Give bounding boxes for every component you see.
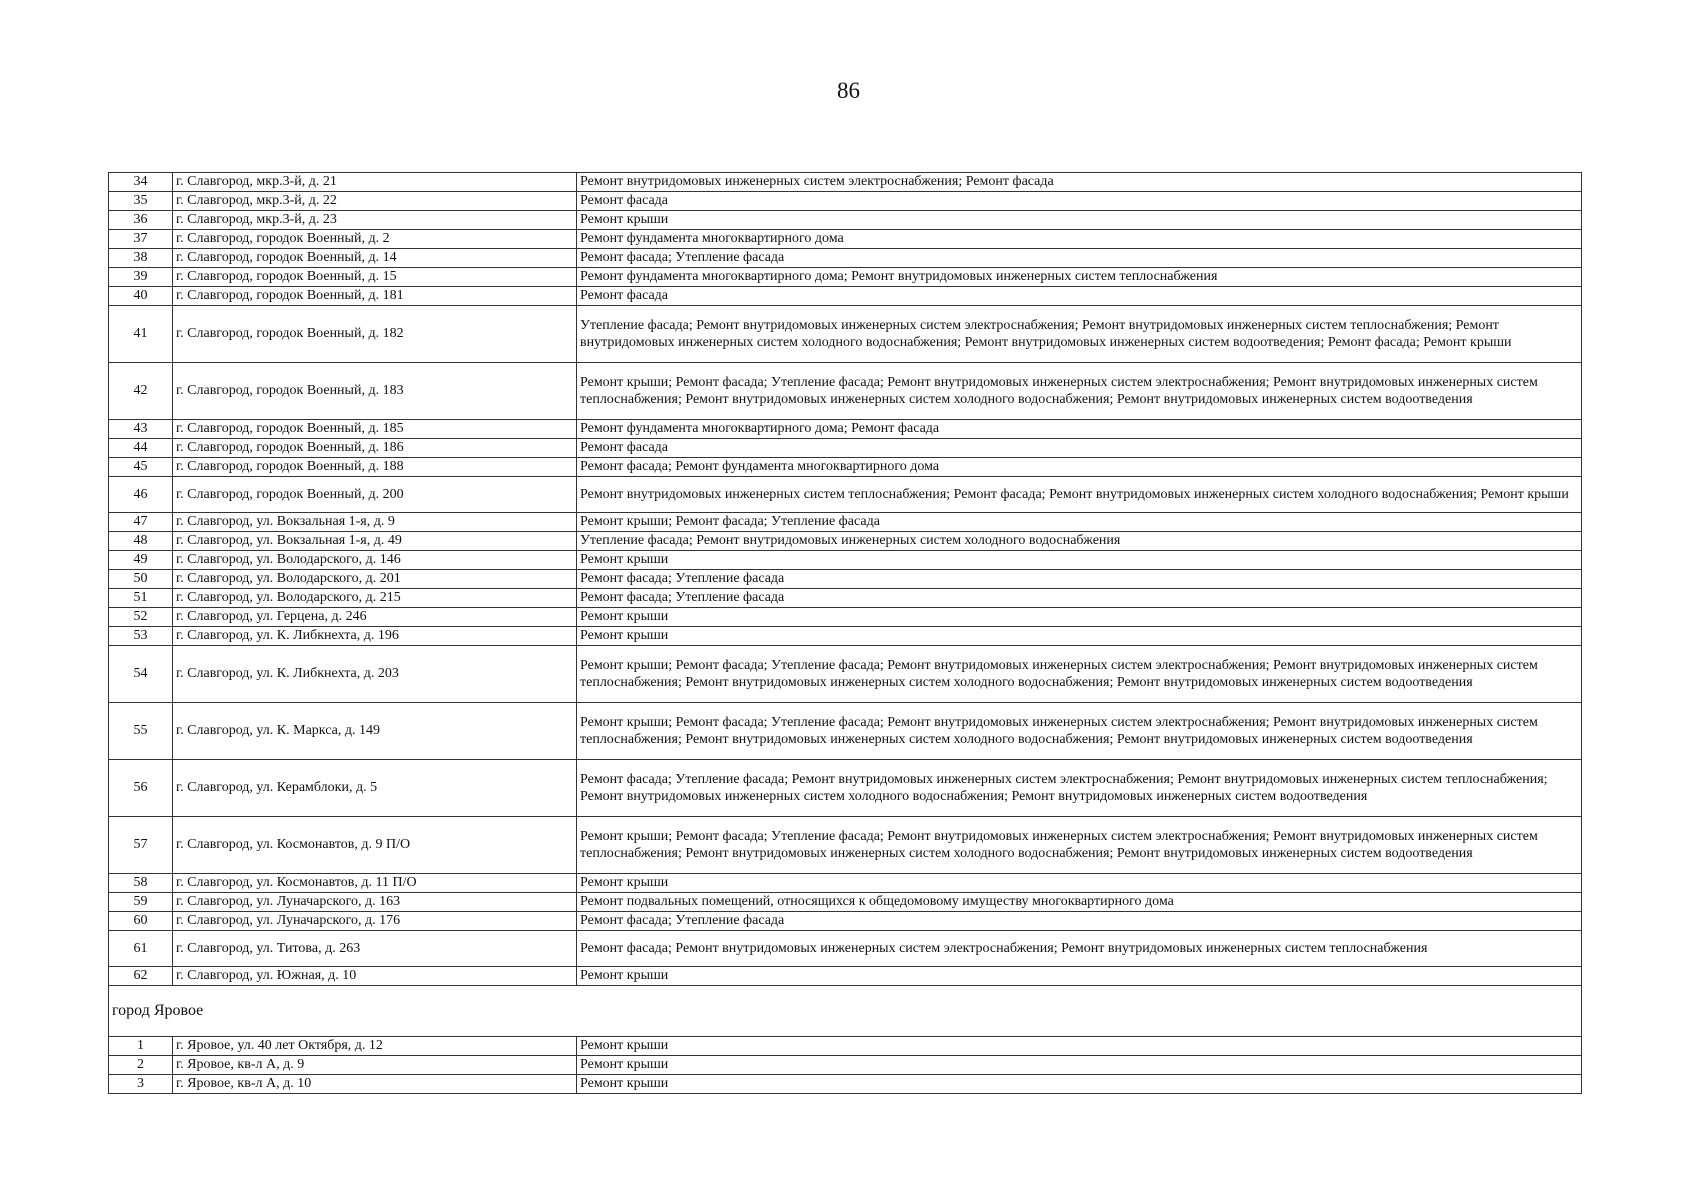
row-number: 51 bbox=[109, 589, 173, 608]
row-address: г. Славгород, ул. Луначарского, д. 163 bbox=[173, 893, 577, 912]
row-address: г. Славгород, городок Военный, д. 186 bbox=[173, 439, 577, 458]
row-address: г. Славгород, городок Военный, д. 200 bbox=[173, 477, 577, 513]
table-row bbox=[109, 439, 1582, 458]
row-address: г. Славгород, городок Военный, д. 185 bbox=[173, 420, 577, 439]
row-works: Ремонт крыши bbox=[577, 1056, 1582, 1075]
row-works: Ремонт крыши; Ремонт фасада; Утепление фасада; Ремонт внутридомовых инженерных систем электроснабжения; Ремонт внутридомовых инженерных систем теплоснабжения; Ремонт внутридомовых инженерных систем холодного водоснабжения; Ремонт внутридомовых инженерных систем водоотведения bbox=[577, 703, 1582, 760]
row-works: Ремонт фундамента многоквартирного дома; Ремонт фасада bbox=[577, 420, 1582, 439]
table-row bbox=[109, 1075, 1582, 1094]
section-title-yarovoe: город Яровое bbox=[109, 986, 1582, 1037]
row-number: 53 bbox=[109, 627, 173, 646]
table-row bbox=[109, 760, 1582, 817]
row-works: Ремонт фасада bbox=[577, 439, 1582, 458]
row-address: г. Славгород, ул. Володарского, д. 215 bbox=[173, 589, 577, 608]
row-works: Ремонт крыши bbox=[577, 551, 1582, 570]
row-works: Ремонт крыши bbox=[577, 1037, 1582, 1056]
row-address: г. Славгород, мкр.3-й, д. 21 bbox=[173, 173, 577, 192]
row-works: Ремонт внутридомовых инженерных систем теплоснабжения; Ремонт фасада; Ремонт внутридомовых инженерных систем холодного водоснабжения; Ремонт крыши bbox=[577, 477, 1582, 513]
row-works: Ремонт внутридомовых инженерных систем электроснабжения; Ремонт фасада bbox=[577, 173, 1582, 192]
row-works: Утепление фасада; Ремонт внутридомовых инженерных систем электроснабжения; Ремонт внутридомовых инженерных систем теплоснабжения; Ремонт внутридомовых инженерных систем холодного водоснабжения; Ремонт внутридомовых инженерных систем водоотведения; Ремонт фасада; Ремонт крыши bbox=[577, 306, 1582, 363]
row-address: г. Славгород, ул. Луначарского, д. 176 bbox=[173, 912, 577, 931]
row-number: 38 bbox=[109, 249, 173, 268]
table-row bbox=[109, 458, 1582, 477]
row-number: 50 bbox=[109, 570, 173, 589]
row-address: г. Славгород, мкр.3-й, д. 22 bbox=[173, 192, 577, 211]
table-row bbox=[109, 931, 1582, 967]
row-number: 1 bbox=[109, 1037, 173, 1056]
table-row bbox=[109, 967, 1582, 986]
row-number: 36 bbox=[109, 211, 173, 230]
row-works: Ремонт крыши; Ремонт фасада; Утепление фасада; Ремонт внутридомовых инженерных систем электроснабжения; Ремонт внутридомовых инженерных систем теплоснабжения; Ремонт внутридомовых инженерных систем холодного водоснабжения; Ремонт внутридомовых инженерных систем водоотведения bbox=[577, 817, 1582, 874]
table-row bbox=[109, 211, 1582, 230]
row-address: г. Славгород, ул. К. Маркса, д. 149 bbox=[173, 703, 577, 760]
row-address: г. Яровое, кв-л А, д. 9 bbox=[173, 1056, 577, 1075]
table-row bbox=[109, 249, 1582, 268]
table-row bbox=[109, 477, 1582, 513]
row-works: Ремонт фасада; Утепление фасада bbox=[577, 249, 1582, 268]
row-number: 44 bbox=[109, 439, 173, 458]
row-works: Ремонт крыши bbox=[577, 608, 1582, 627]
table-row bbox=[109, 230, 1582, 249]
row-works: Ремонт крыши; Ремонт фасада; Утепление фасада; Ремонт внутридомовых инженерных систем электроснабжения; Ремонт внутридомовых инженерных систем теплоснабжения; Ремонт внутридомовых инженерных систем холодного водоснабжения; Ремонт внутридомовых инженерных систем водоотведения bbox=[577, 646, 1582, 703]
table-row bbox=[109, 646, 1582, 703]
row-number: 43 bbox=[109, 420, 173, 439]
row-number: 56 bbox=[109, 760, 173, 817]
row-address: г. Славгород, ул. Южная, д. 10 bbox=[173, 967, 577, 986]
row-works: Ремонт фасада bbox=[577, 192, 1582, 211]
row-address: г. Славгород, ул. Володарского, д. 146 bbox=[173, 551, 577, 570]
table-row bbox=[109, 893, 1582, 912]
row-works: Ремонт фундамента многоквартирного дома bbox=[577, 230, 1582, 249]
row-number: 45 bbox=[109, 458, 173, 477]
row-works: Ремонт фасада; Утепление фасада bbox=[577, 589, 1582, 608]
row-address: г. Славгород, городок Военный, д. 188 bbox=[173, 458, 577, 477]
table-row bbox=[109, 912, 1582, 931]
row-works: Ремонт крыши bbox=[577, 627, 1582, 646]
row-address: г. Славгород, ул. Керамблоки, д. 5 bbox=[173, 760, 577, 817]
row-number: 54 bbox=[109, 646, 173, 703]
table-row bbox=[109, 363, 1582, 420]
table-row bbox=[109, 306, 1582, 363]
row-works: Утепление фасада; Ремонт внутридомовых инженерных систем холодного водоснабжения bbox=[577, 532, 1582, 551]
table-row bbox=[109, 627, 1582, 646]
row-address: г. Славгород, городок Военный, д. 15 bbox=[173, 268, 577, 287]
row-number: 58 bbox=[109, 874, 173, 893]
table-row bbox=[109, 287, 1582, 306]
row-works: Ремонт фасада bbox=[577, 287, 1582, 306]
row-number: 46 bbox=[109, 477, 173, 513]
table-row bbox=[109, 817, 1582, 874]
table-body bbox=[109, 173, 1582, 1094]
repair-registry-table bbox=[108, 172, 1582, 1094]
row-address: г. Славгород, городок Военный, д. 182 bbox=[173, 306, 577, 363]
row-address: г. Славгород, мкр.3-й, д. 23 bbox=[173, 211, 577, 230]
table-row bbox=[109, 192, 1582, 211]
row-number: 49 bbox=[109, 551, 173, 570]
row-address: г. Славгород, городок Военный, д. 2 bbox=[173, 230, 577, 249]
table-row bbox=[109, 532, 1582, 551]
table-row bbox=[109, 1056, 1582, 1075]
table-row bbox=[109, 570, 1582, 589]
row-address: г. Славгород, ул. Володарского, д. 201 bbox=[173, 570, 577, 589]
table-row bbox=[109, 703, 1582, 760]
row-works: Ремонт крыши bbox=[577, 211, 1582, 230]
row-number: 61 bbox=[109, 931, 173, 967]
row-works: Ремонт крыши bbox=[577, 1075, 1582, 1094]
row-number: 41 bbox=[109, 306, 173, 363]
section-row bbox=[109, 986, 1582, 1037]
row-number: 2 bbox=[109, 1056, 173, 1075]
row-works: Ремонт крыши bbox=[577, 874, 1582, 893]
row-address: г. Славгород, ул. Космонавтов, д. 9 П/О bbox=[173, 817, 577, 874]
row-number: 42 bbox=[109, 363, 173, 420]
row-number: 3 bbox=[109, 1075, 173, 1094]
table-row bbox=[109, 420, 1582, 439]
row-address: г. Славгород, ул. К. Либкнехта, д. 203 bbox=[173, 646, 577, 703]
table-row bbox=[109, 173, 1582, 192]
row-address: г. Славгород, городок Военный, д. 14 bbox=[173, 249, 577, 268]
row-number: 55 bbox=[109, 703, 173, 760]
row-number: 34 bbox=[109, 173, 173, 192]
row-number: 39 bbox=[109, 268, 173, 287]
row-works: Ремонт подвальных помещений, относящихся к общедомовому имуществу многоквартирного дома bbox=[577, 893, 1582, 912]
table-row bbox=[109, 608, 1582, 627]
row-number: 37 bbox=[109, 230, 173, 249]
row-address: г. Яровое, кв-л А, д. 10 bbox=[173, 1075, 577, 1094]
table-row bbox=[109, 1037, 1582, 1056]
table-row bbox=[109, 551, 1582, 570]
row-address: г. Славгород, городок Военный, д. 181 bbox=[173, 287, 577, 306]
table-row bbox=[109, 874, 1582, 893]
row-works: Ремонт фасада; Утепление фасада; Ремонт внутридомовых инженерных систем электроснабжения; Ремонт внутридомовых инженерных систем теплоснабжения; Ремонт внутридомовых инженерных систем холодного водоснабжения; Ремонт внутридомовых инженерных систем водоотведения bbox=[577, 760, 1582, 817]
row-number: 59 bbox=[109, 893, 173, 912]
row-number: 35 bbox=[109, 192, 173, 211]
row-number: 57 bbox=[109, 817, 173, 874]
row-address: г. Славгород, ул. Вокзальная 1-я, д. 9 bbox=[173, 513, 577, 532]
row-works: Ремонт фасада; Ремонт фундамента многоквартирного дома bbox=[577, 458, 1582, 477]
row-number: 52 bbox=[109, 608, 173, 627]
table-row bbox=[109, 268, 1582, 287]
row-address: г. Славгород, ул. Герцена, д. 246 bbox=[173, 608, 577, 627]
table-row bbox=[109, 513, 1582, 532]
row-address: г. Славгород, ул. Вокзальная 1-я, д. 49 bbox=[173, 532, 577, 551]
row-address: г. Славгород, ул. Титова, д. 263 bbox=[173, 931, 577, 967]
row-works: Ремонт фундамента многоквартирного дома; Ремонт внутридомовых инженерных систем теплоснабжения bbox=[577, 268, 1582, 287]
row-number: 48 bbox=[109, 532, 173, 551]
row-works: Ремонт фасада; Ремонт внутридомовых инженерных систем электроснабжения; Ремонт внутридомовых инженерных систем теплоснабжения bbox=[577, 931, 1582, 967]
page-number: 86 bbox=[837, 78, 860, 103]
row-works: Ремонт фасада; Утепление фасада bbox=[577, 570, 1582, 589]
row-number: 47 bbox=[109, 513, 173, 532]
row-address: г. Славгород, ул. К. Либкнехта, д. 196 bbox=[173, 627, 577, 646]
row-number: 60 bbox=[109, 912, 173, 931]
row-address: г. Славгород, ул. Космонавтов, д. 11 П/О bbox=[173, 874, 577, 893]
row-number: 62 bbox=[109, 967, 173, 986]
row-works: Ремонт крыши; Ремонт фасада; Утепление фасада; Ремонт внутридомовых инженерных систем электроснабжения; Ремонт внутридомовых инженерных систем теплоснабжения; Ремонт внутридомовых инженерных систем холодного водоснабжения; Ремонт внутридомовых инженерных систем водоотведения bbox=[577, 363, 1582, 420]
table-row bbox=[109, 589, 1582, 608]
row-works: Ремонт крыши; Ремонт фасада; Утепление фасада bbox=[577, 513, 1582, 532]
row-address: г. Яровое, ул. 40 лет Октября, д. 12 bbox=[173, 1037, 577, 1056]
row-works: Ремонт крыши bbox=[577, 967, 1582, 986]
row-works: Ремонт фасада; Утепление фасада bbox=[577, 912, 1582, 931]
row-address: г. Славгород, городок Военный, д. 183 bbox=[173, 363, 577, 420]
row-number: 40 bbox=[109, 287, 173, 306]
